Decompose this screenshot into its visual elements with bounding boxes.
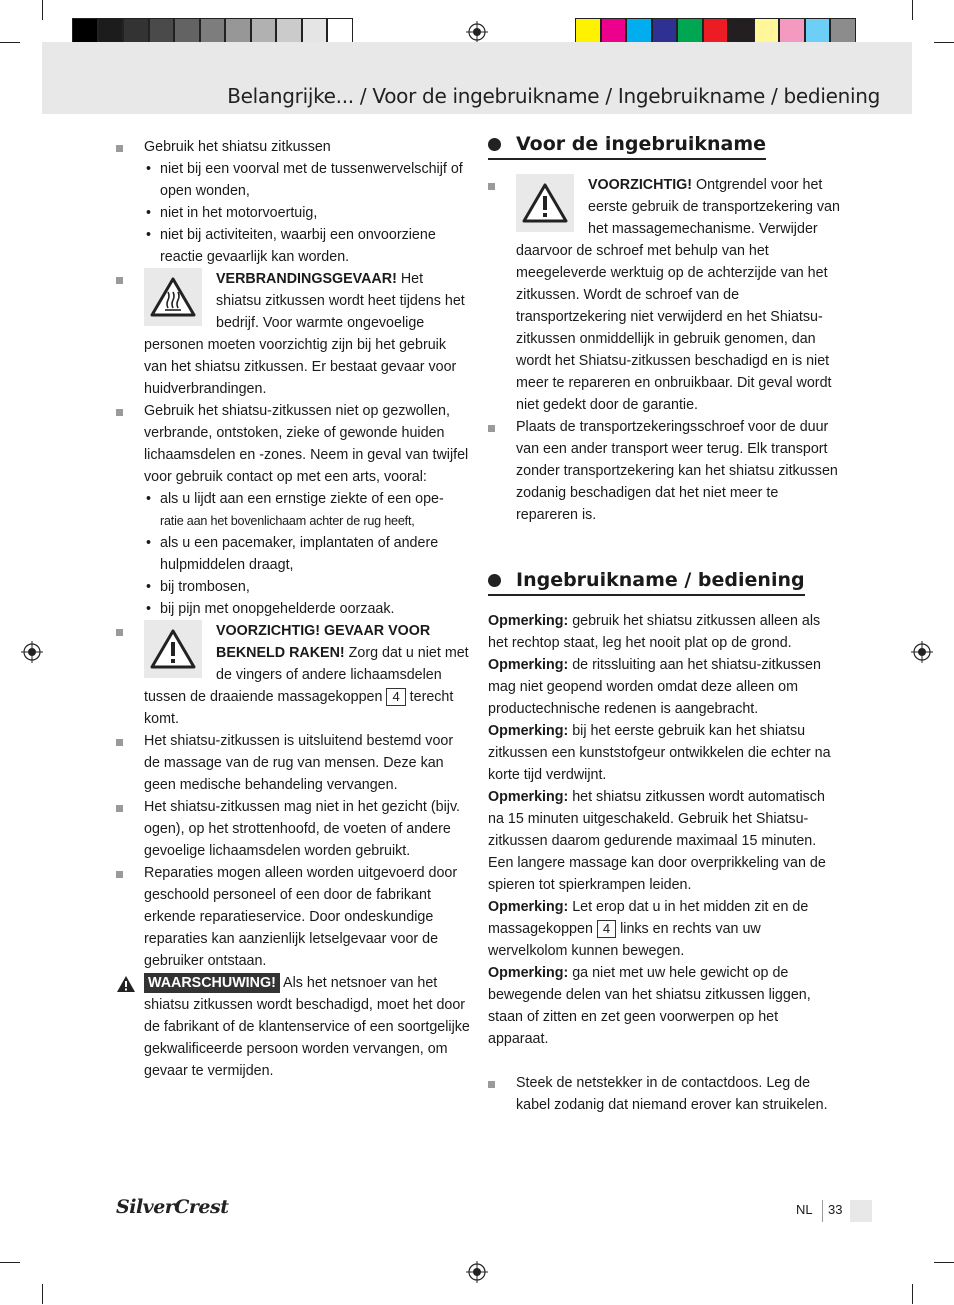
note-paragraph	[488, 610, 840, 654]
paragraph-text: Het shiatsu-zitkussen is uitsluitend bestemd voor de massage van de rug van mensen. Deze kan geen medische behandeling vervangen.	[144, 733, 454, 793]
part-number-badge: 4	[597, 920, 616, 938]
heading-bullet-icon	[488, 574, 501, 587]
bullet-icon	[488, 425, 495, 432]
right-column	[488, 130, 840, 1116]
note-paragraph	[488, 896, 840, 962]
note-text: bij het eerste gebruik kan het shiatsu zitkussen een kunststofgeur ontwikkelen die echter na korte tijd verdwijnt.	[488, 723, 831, 783]
section-heading	[488, 130, 766, 160]
list-item	[488, 1072, 840, 1116]
warning-label: VOORZICHTIG! GEVAAR VOOR BEKNELD RAKEN!	[216, 623, 431, 661]
list-item	[116, 268, 472, 400]
caution-warning-icon	[516, 174, 574, 232]
left-column	[116, 136, 472, 1082]
footer-tab	[850, 1200, 872, 1222]
crop-mark	[912, 0, 913, 20]
sub-item: • niet bij een voorval met de tussenwervelschijf of open wonden,	[144, 158, 472, 202]
bullet-icon	[488, 183, 495, 190]
note-label: Opmerking:	[488, 965, 569, 981]
list-item	[116, 796, 472, 862]
crop-mark	[42, 0, 43, 20]
bullet-icon	[488, 1081, 495, 1088]
registration-mark-icon	[466, 1261, 488, 1283]
note-text: de ritssluiting aan het shiatsu-zitkussen mag niet geopend worden omdat deze alleen om productechnische redenen is aangebracht.	[488, 657, 821, 717]
warning-label: VERBRANDINGSGEVAAR!	[216, 271, 397, 287]
note-text: ga niet met uw hele gewicht op de bewegende delen van het shiatsu zitkussen liggen, staan of zitten en zet geen voorwerpen op het apparaat.	[488, 965, 811, 1047]
bullet-icon	[116, 805, 123, 812]
registration-mark-icon	[466, 21, 488, 43]
warning-label: WAARSCHUWING!	[144, 973, 280, 993]
note-label: Opmerking:	[488, 723, 569, 739]
bullet-icon	[116, 739, 123, 746]
section-heading-text: Voor de ingebruikname	[516, 133, 767, 155]
note-text: links en rechts van uw wervelkolom kunnen bewegen.	[488, 921, 761, 959]
sub-item: • bij pijn met onopgehelderde oorzaak.	[144, 598, 472, 620]
caution-warning-icon	[144, 620, 202, 678]
sub-item: • bij trombosen,	[144, 576, 472, 598]
section-heading-wrap	[488, 130, 840, 160]
heading-bullet-icon	[488, 138, 501, 151]
bullet-icon	[116, 629, 123, 636]
sub-item-text: als u lijdt aan een ernstige ziekte of een ope-	[160, 491, 444, 507]
brand-logo: SilverCrest	[116, 1196, 229, 1218]
language-code: NL	[796, 1202, 813, 1217]
paragraph-text: Plaats de transportzekeringsschroef voor de duur van een ander transport weer terug. Elk transport zonder transportzekering kan het shiatsu zitkussen zodanig beschadigen dat het niet meer te repareren is.	[516, 419, 838, 523]
crop-mark	[0, 42, 20, 43]
paragraph-text: Het shiatsu zitkussen wordt heet tijdens het bedrijf. Voor warmte ongevoelige personen moeten voorzichtig zijn bij het gebruik van het shiatsu zitkussen. Er bestaat gevaar voor huidverbrandingen.	[144, 271, 465, 397]
section-heading-text: Ingebruikname / bediening	[516, 569, 805, 591]
paragraph-text: Het shiatsu-zitkussen mag niet in het gezicht (bijv. ogen), op het strottenhoofd, de voeten of andere gevoelige lichaamsdelen worden gebruikt.	[144, 799, 460, 859]
sub-item: • niet bij activiteiten, waarbij een onvoorziene reactie gevaarlijk kan worden.	[144, 224, 472, 268]
note-paragraph	[488, 720, 840, 786]
note-label: Opmerking:	[488, 899, 569, 915]
sub-item: • niet in het motorvoertuig,	[144, 202, 472, 224]
bullet-icon	[116, 145, 123, 152]
note-paragraph	[488, 786, 840, 896]
paragraph-text: Ontgrendel voor het eerste gebruik de transportzekering van het massagemechanisme. Verwijder daarvoor de schroef met behulp van het meegeleverde werktuig op de achterzijde van het zitkussen. Wordt de schroef van de transportzekering niet verwijderd en het Shiatsu-zitkussen onmiddellijk in gebruik genomen, dan wordt het Shiatsu-zitkussen beschadigd en is niet meer te repareren en onbruikbaar. Dit geval wordt niet gedekt door de garantie.	[516, 177, 840, 413]
section-heading-wrap	[488, 566, 840, 596]
note-label: Opmerking:	[488, 789, 569, 805]
warning-triangle-icon	[116, 975, 136, 993]
list-item	[116, 136, 472, 268]
list-item	[488, 174, 840, 416]
crop-mark	[934, 42, 954, 43]
warning-label: VOORZICHTIG!	[588, 177, 693, 193]
paragraph-text: Zorg dat u niet met de vingers of andere lichaamsdelen tussen de draaiende massagekoppen	[144, 645, 469, 705]
registration-mark-icon	[21, 641, 43, 663]
list-item	[116, 730, 472, 796]
warning-item	[116, 972, 472, 1082]
sub-item: • als u een pacemaker, implantaten of andere hulpmiddelen draagt,	[144, 532, 472, 576]
note-paragraph	[488, 962, 840, 1050]
bullet-icon	[116, 409, 123, 416]
sub-item-text: ratie aan het bovenlichaam achter de rug heeft,	[160, 514, 415, 528]
hot-surface-warning-icon	[144, 268, 202, 326]
paragraph-text: Reparaties mogen alleen worden uitgevoerd door geschoold personeel of een door de fabrikant erkende reparatieservice. Door ondeskundige reparaties kan aanzienlijk letselgevaar voor de gebruiker ontstaan.	[144, 865, 458, 969]
sub-item	[144, 488, 472, 532]
paragraph-text: Als het netsnoer van het shiatsu zitkussen wordt beschadigd, moet het door de fabrikant of de klantenservice of een soortgelijke gekwalificeerde persoon worden vervangen, om gevaar te vermijden.	[144, 975, 470, 1079]
paragraph-text: terecht komt.	[144, 689, 454, 727]
bullet-icon	[116, 871, 123, 878]
list-item	[116, 400, 472, 620]
note-text: Let erop dat u in het midden zit en de massagekoppen	[488, 899, 809, 937]
note-paragraph	[488, 654, 840, 720]
footer-divider	[822, 1200, 823, 1222]
page-title: Belangrijke... / Voor de ingebruikname / Ingebruikname / bediening	[227, 84, 880, 108]
note-label: Opmerking:	[488, 657, 569, 673]
list-item	[116, 862, 472, 972]
crop-mark	[0, 1262, 20, 1263]
note-text: gebruik het shiatsu zitkussen alleen als het rechtop staat, leg het nooit plat op de grond.	[488, 613, 821, 651]
section-heading	[488, 566, 805, 596]
paragraph-text: Gebruik het shiatsu-zitkussen niet op gezwollen, verbrande, ontstoken, zieke of gewonde huiden lichaamsdelen en -zones. Neem in geval van twijfel voor gebruik contact op met een arts, vooral:	[144, 403, 469, 485]
paragraph-text: Gebruik het shiatsu zitkussen	[144, 139, 331, 155]
registration-mark-icon	[911, 641, 933, 663]
list-item	[116, 620, 472, 730]
crop-mark	[934, 1262, 954, 1263]
paragraph-text: Steek de netstekker in de contactdoos. Leg de kabel zodanig dat niemand erover kan struikelen.	[516, 1075, 828, 1113]
crop-mark	[42, 1284, 43, 1304]
crop-mark	[912, 1284, 913, 1304]
part-number-badge: 4	[386, 688, 405, 706]
bullet-icon	[116, 277, 123, 284]
note-label: Opmerking:	[488, 613, 569, 629]
list-item	[488, 416, 840, 526]
note-text: het shiatsu zitkussen wordt automatisch na 15 minuten uitgeschakeld. Gebruik het Shiatsu-zitkussen daarom gedurende maximaal 15 minuten. Een langere massage kan door overprikkeling van de spieren tot spierkrampen leiden.	[488, 789, 826, 893]
page-number: 33	[828, 1202, 843, 1217]
